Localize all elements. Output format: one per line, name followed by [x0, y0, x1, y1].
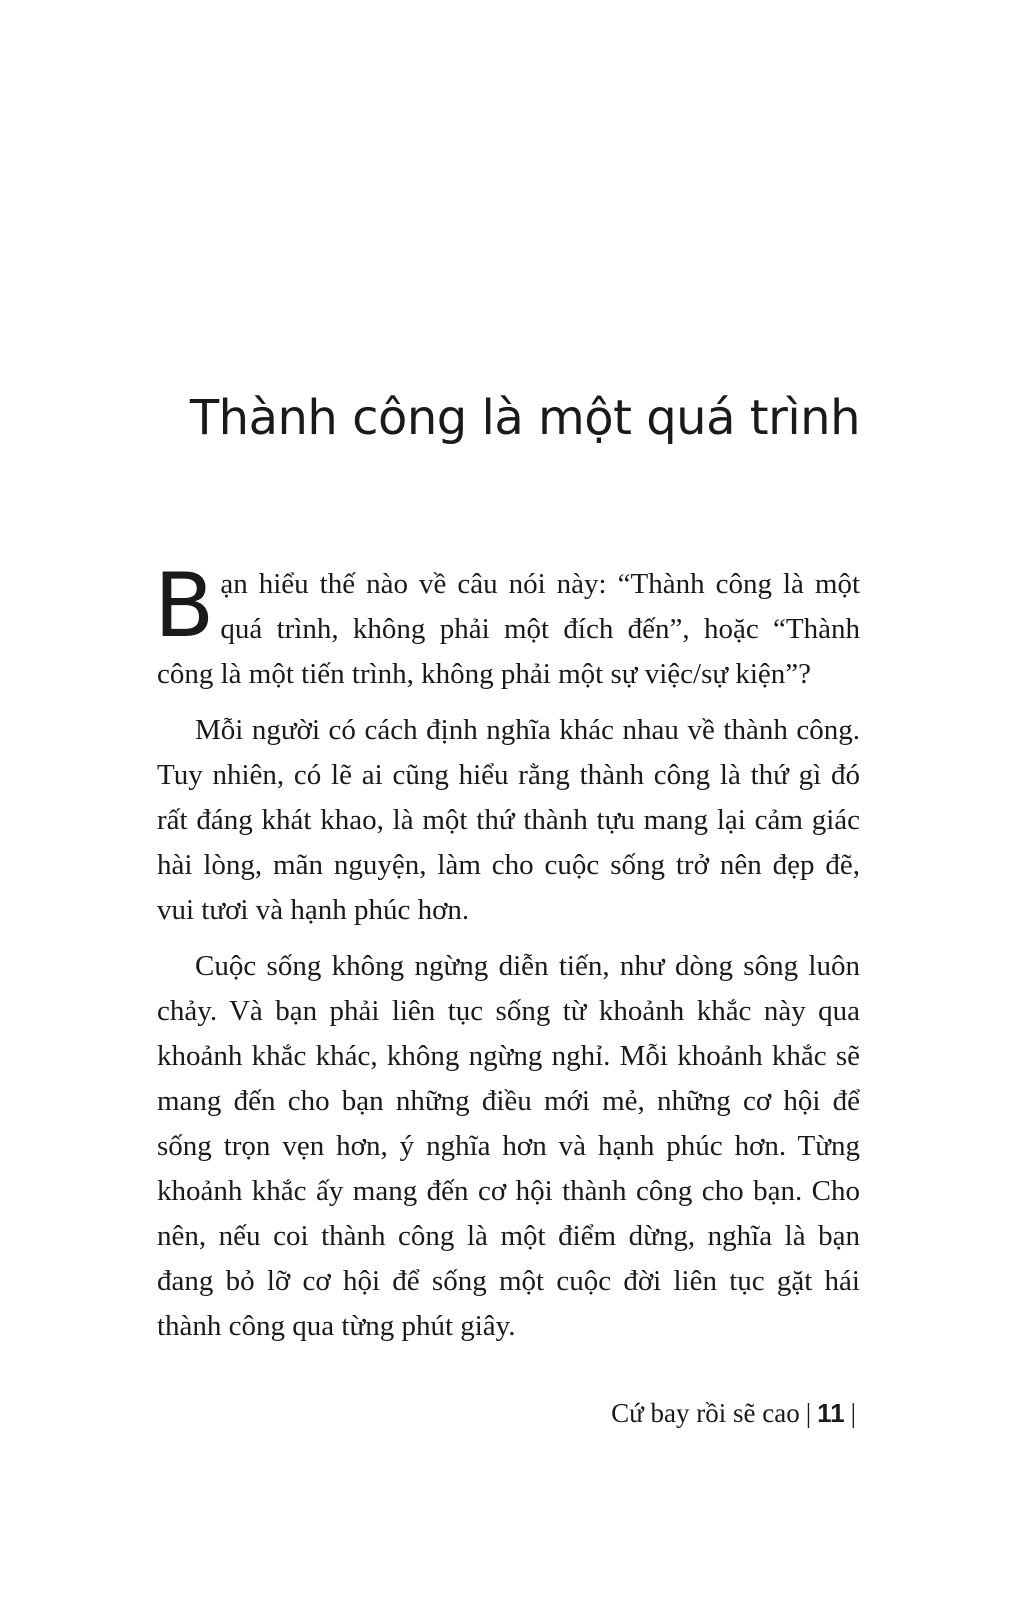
- page-footer: [611, 1398, 862, 1429]
- paragraph-2: Mỗi người có cách định nghĩa khác nhau về thành công. Tuy nhiên, có lẽ ai cũng hiểu rằng thành công là thứ gì đó rất đáng khát khao, là một thứ thành tựu mang lại cảm giác hài lòng, mãn nguyện, làm cho cuộc sống trở nên đẹp đẽ, vui tươi và hạnh phúc hơn.: [157, 714, 860, 926]
- paragraph-3: Cuộc sống không ngừng diễn tiến, như dòng sông luôn chảy. Và bạn phải liên tục sống từ khoảnh khắc này qua khoảnh khắc khác, không ngừng nghỉ. Mỗi khoảnh khắc sẽ mang đến cho bạn những điều mới mẻ, những cơ hội để sống trọn vẹn hơn, ý nghĩa hơn và hạnh phúc hơn. Từng khoảnh khắc ấy mang đến cơ hội thành công cho bạn. Cho nên, nếu coi thành công là một điểm dừng, nghĩa là bạn đang bỏ lỡ cơ hội để sống một cuộc đời liên tục gặt hái thành công qua từng phút giây.: [157, 950, 860, 1342]
- body-text: [154, 554, 860, 1360]
- page-number: 11: [817, 1398, 845, 1428]
- footer-separator: |: [805, 1398, 812, 1428]
- chapter-title: Thành công là một quá trình: [189, 390, 860, 446]
- drop-cap: B: [154, 554, 215, 657]
- paragraph-1-text: ạn hiểu thế nào về câu nói này: “Thành công là một quá trình, không phải một đích đến”, hoặc “Thành công là một tiến trình, không phải một sự việc/sự kiện”?: [157, 568, 860, 690]
- paragraph-1: [154, 554, 860, 697]
- running-footer-title: Cứ bay rồi sẽ cao: [611, 1398, 800, 1428]
- footer-separator-trailing: |: [850, 1398, 856, 1428]
